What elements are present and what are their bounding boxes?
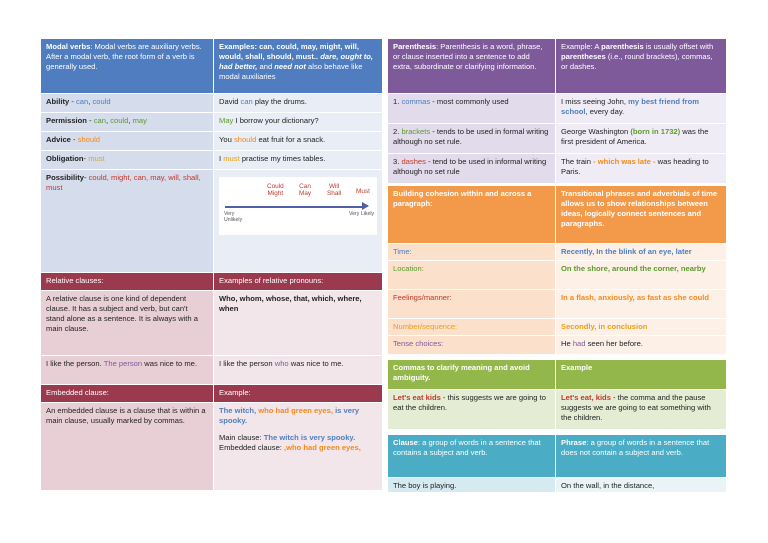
ex-post: was the first president of America. xyxy=(561,127,709,146)
scale-might: Might xyxy=(267,190,284,198)
right-column xyxy=(388,39,726,493)
emb-label: Embedded clause: xyxy=(219,442,285,452)
ex-word: must xyxy=(223,154,240,163)
ex: Recently, In the blink of an eye, later xyxy=(561,247,692,256)
word: could xyxy=(110,116,129,125)
ex-mid: is usually offset with xyxy=(643,42,714,51)
parenthesis-row-commas xyxy=(388,94,726,124)
scale-very-unlikely: Very Unlikely xyxy=(224,211,243,223)
clause-example: The boy is playing. xyxy=(393,481,457,490)
modal-header-row xyxy=(41,39,382,94)
scale-label-could-might xyxy=(267,183,284,198)
ex-post: I borrow your dictionary? xyxy=(233,116,319,125)
ex-a: The witch, xyxy=(219,406,259,415)
embedded-clause-title: Embedded clause: xyxy=(46,388,109,397)
ex-post: was nice to me. xyxy=(142,359,197,368)
ex-hl: (born in 1732) xyxy=(630,127,681,136)
modal-examples-suffix: also behave like modal auxiliaries xyxy=(219,61,363,81)
kind: commas xyxy=(401,97,431,106)
modal-verbs-examples xyxy=(214,39,382,93)
scale-will: Will xyxy=(328,183,340,190)
ex-pre: I xyxy=(219,154,224,163)
advice-label: Advice xyxy=(46,135,71,144)
scale-very-likely: Very Likely xyxy=(349,211,375,217)
sep: - xyxy=(83,173,89,182)
embedded-main xyxy=(219,433,377,443)
embedded-example xyxy=(219,406,377,426)
modal-verbs-desc: : Modal verbs are auxiliary verbs. After a modal verb, the root form of a verb is generally used. xyxy=(46,42,202,71)
word: may xyxy=(132,116,147,125)
ability-label: Ability xyxy=(46,97,70,106)
clause-example-row xyxy=(388,478,726,493)
ex-hl: The person xyxy=(103,359,143,368)
scale-may: May xyxy=(299,190,312,198)
word: can xyxy=(93,116,106,125)
sep: - xyxy=(70,135,78,144)
ex-post: eat fruit for a snack. xyxy=(256,135,326,144)
likelihood-scale xyxy=(219,177,377,235)
ex-pre: I miss seeing John, xyxy=(561,97,629,106)
commas-title: Commas to clarify meaning and avoid ambiguity. xyxy=(393,363,530,382)
commas-example-title: Example xyxy=(561,363,593,372)
possibility-label: Possibility xyxy=(46,173,84,182)
sep: , xyxy=(88,97,93,106)
scale-label-can-may xyxy=(299,183,311,198)
spacer xyxy=(219,426,377,433)
ex-hl: had xyxy=(572,339,586,348)
left-column xyxy=(41,39,382,491)
embedded-example-title: Example: xyxy=(219,388,251,397)
parenthesis-desc: : Parenthesis is a word, phrase, or clause inserted into a sentence to add extra, subordinate or clarifying information. xyxy=(393,42,543,71)
scale-arrow-icon xyxy=(362,202,369,210)
desc: - tend to be used in informal writing although no set rule xyxy=(393,157,547,176)
obligation-label: Obligation xyxy=(46,154,84,163)
c1-hl: Let's eat kids xyxy=(393,393,441,402)
cohesion-header-row xyxy=(388,186,726,244)
embedded-body-row xyxy=(41,403,382,491)
ex-word: May xyxy=(219,116,234,125)
desc: - tends to be used in formal writing although no set rule. xyxy=(393,127,549,146)
ex-c: is very spooky. xyxy=(219,406,360,425)
word: should xyxy=(77,135,101,144)
word: must xyxy=(88,154,105,163)
sep: - xyxy=(69,97,76,106)
scale-line xyxy=(225,206,363,208)
ex-hl: - which was late - xyxy=(593,157,656,166)
clause-desc: : a group of words in a sentence that contains a subject and verb. xyxy=(393,438,541,457)
scale-could: Could xyxy=(267,183,284,190)
num: 3. xyxy=(393,157,402,166)
commas-body-row xyxy=(388,390,726,430)
relative-clauses-title: Relative clauses: xyxy=(46,276,104,285)
ex: On the shore, around the corner, nearby xyxy=(561,264,706,273)
ex-post: seen her before. xyxy=(585,339,643,348)
word: can xyxy=(75,97,89,106)
parenthesis-row-brackets xyxy=(388,124,726,154)
ex-hl: my best friend from school xyxy=(561,97,699,116)
modal-row-obligation xyxy=(41,151,382,170)
ex: Secondly, in conclusion xyxy=(561,322,648,331)
ex-pre: He xyxy=(561,339,573,348)
cohesion-title: Building cohesion within and across a paragraph: xyxy=(393,189,532,208)
phrase-title: Phrase xyxy=(561,438,587,447)
ex-word2: parentheses xyxy=(561,51,606,61)
ex-b: who had green eyes, xyxy=(258,406,333,415)
word: could xyxy=(92,97,111,106)
parenthesis-row-dashes xyxy=(388,154,726,184)
relative-desc: A relative clause is one kind of dependent clause. It has a subject and verb, but can't stand alone as a sentence. It is always with a main clause. xyxy=(46,294,198,333)
kind: brackets xyxy=(401,127,431,136)
ex-pre: David xyxy=(219,97,241,106)
main-label: Main clause: xyxy=(219,432,264,442)
modal-row-permission xyxy=(41,113,382,132)
modal-examples-prefix: Examples: can, could, may, might, will, would, shall, should, must.. xyxy=(219,42,359,61)
ex-post: practise my times tables. xyxy=(239,154,326,163)
label: Location: xyxy=(393,264,424,273)
modal-row-possibility xyxy=(41,170,382,273)
sep: - xyxy=(83,154,89,163)
clause-header-row xyxy=(388,435,726,478)
cohesion-row-time xyxy=(388,244,726,261)
ex-pre: George Washington xyxy=(561,127,631,136)
sep: - xyxy=(86,116,94,125)
cohesion-row-location xyxy=(388,261,726,290)
ex-word: parenthesis xyxy=(601,42,644,51)
clause-title: Clause xyxy=(393,438,418,447)
modal-examples-neednot: need not xyxy=(274,61,306,71)
ex-pre: Example: A xyxy=(561,42,602,51)
modal-row-advice xyxy=(41,132,382,151)
cohesion-row-tense xyxy=(388,336,726,355)
relative-pronouns-title: Examples of relative pronouns: xyxy=(219,276,324,285)
kind: dashes xyxy=(401,157,426,166)
ex-word: should xyxy=(233,135,257,144)
sep: , xyxy=(128,116,133,125)
ex-post: (i.e., round brackets), commas, or dashes. xyxy=(561,51,713,71)
ex-hl: who xyxy=(274,359,289,368)
modal-verbs-definition xyxy=(41,39,214,93)
relative-desc-row xyxy=(41,291,382,356)
desc: - most commonly used xyxy=(430,97,509,106)
cohesion-row-feelings xyxy=(388,290,726,319)
c2-hl: Let's eat, kids xyxy=(561,393,611,402)
parenthesis-header-row xyxy=(388,39,726,94)
label: Number/sequence: xyxy=(393,322,458,331)
relative-example-row xyxy=(41,356,382,385)
modal-examples-and: and xyxy=(257,61,275,71)
embedded-emb xyxy=(219,443,377,453)
c2-post: - the comma and the pause suggests we are going to eat something with the children. xyxy=(561,393,711,422)
num: 1. xyxy=(393,97,402,106)
label: Tense choices: xyxy=(393,339,444,348)
commas-header-row xyxy=(388,360,726,390)
parenthesis-title: Parenthesis xyxy=(393,42,437,51)
ex-post: was heading to Paris. xyxy=(561,157,709,176)
ex-pre: I like the person. xyxy=(46,359,104,368)
label: Feelings/manner: xyxy=(393,293,452,302)
relative-header-row xyxy=(41,273,382,291)
embedded-header-row xyxy=(41,385,382,403)
relative-pronouns: Who, whom, whose, that, which, where, when xyxy=(219,294,362,313)
scale-can: Can xyxy=(299,183,311,190)
modal-examples-italic: dare, ought to, had better, xyxy=(219,51,374,71)
ex-pre: I like the person xyxy=(219,359,275,368)
possibility-words: could, might, can, may, will, shall, must xyxy=(46,173,201,192)
ex-pre: You xyxy=(219,135,234,144)
ex-post: play the drums. xyxy=(252,97,307,106)
num: 2. xyxy=(393,127,402,136)
embedded-desc: An embedded clause is a clause that is within a main clause, usually marked by commas. xyxy=(46,406,206,425)
ex: In a flash, anxiously, as fast as she could xyxy=(561,293,709,302)
main-text: The witch is very spooky. xyxy=(263,432,356,442)
sep: , xyxy=(105,116,111,125)
ex-pre: The train xyxy=(561,157,594,166)
ex-post: was nice to me. xyxy=(288,359,344,368)
label: Time: xyxy=(393,247,412,256)
c1-post: - this suggests we are going to eat the children. xyxy=(393,393,546,412)
ex-word: can xyxy=(240,97,253,106)
scale-shall: Shall xyxy=(327,190,342,198)
modal-verbs-title: Modal verbs xyxy=(46,42,91,51)
phrase-example: On the wall, in the distance, xyxy=(561,481,655,490)
cohesion-row-number xyxy=(388,319,726,336)
scale-label-will-shall xyxy=(327,183,341,198)
permission-label: Permission xyxy=(46,116,87,125)
scale-must: Must xyxy=(356,188,370,195)
phrase-desc: : a group of words in a sentence that does not contain a subject and verb. xyxy=(561,438,710,457)
cohesion-desc: Transitional phrases and adverbials of time allows us to show relationships between ideas, logically connect sentences and paragraphs. xyxy=(561,189,718,228)
modal-row-ability xyxy=(41,94,382,113)
emb-text: ,who had green eyes, xyxy=(284,442,361,452)
ex-post: , every day. xyxy=(585,106,625,116)
